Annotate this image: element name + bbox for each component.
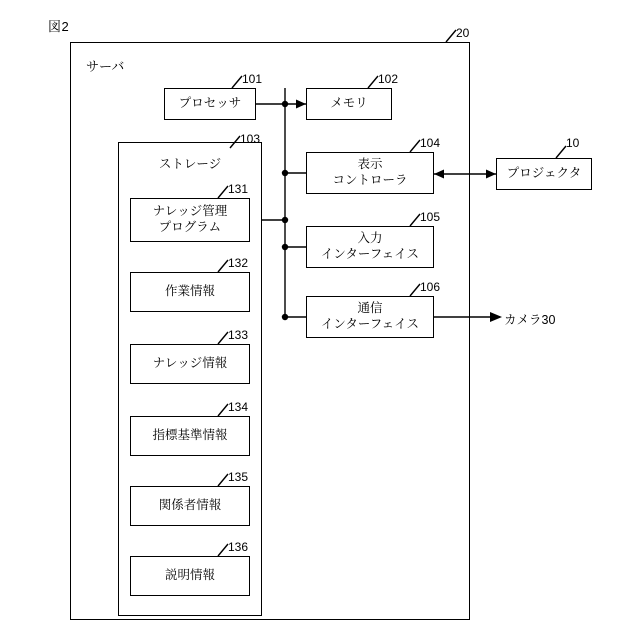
storage-label: ストレージ — [158, 157, 222, 171]
ref-136: 136 — [228, 540, 249, 554]
ref-106: 106 — [420, 280, 441, 294]
figure-number: 図2 — [48, 19, 70, 34]
block-processor[interactable] — [164, 88, 256, 120]
ref-134: 134 — [228, 400, 249, 414]
ref-101: 101 — [242, 72, 263, 86]
camera-label: カメラ30 — [504, 313, 556, 327]
block-stakeholder-info[interactable] — [130, 486, 250, 526]
block-input-interface-line2: インターフェイス — [320, 247, 420, 261]
ref-131: 131 — [228, 182, 249, 196]
block-input-interface-line1: 入力 — [357, 231, 383, 246]
ref-20: 20 — [456, 26, 470, 40]
block-knowledge-program-line2: プログラム — [158, 220, 222, 234]
block-input-interface[interactable] — [306, 226, 434, 268]
ref-102: 102 — [378, 72, 399, 86]
block-projector[interactable] — [496, 158, 592, 190]
block-stakeholder-info-label: 関係者情報 — [158, 498, 222, 513]
block-work-info[interactable] — [130, 272, 250, 312]
block-knowledge-info[interactable] — [130, 344, 250, 384]
block-knowledge-info-label: ナレッジ情報 — [152, 356, 228, 371]
block-index-standard-info[interactable] — [130, 416, 250, 456]
server-label: サーバ — [86, 59, 125, 74]
block-display-controller-line1: 表示 — [357, 157, 383, 172]
block-memory-label: メモリ — [330, 96, 368, 111]
ref-10: 10 — [566, 136, 580, 150]
block-comm-interface[interactable] — [306, 296, 434, 338]
ref-104: 104 — [420, 136, 441, 150]
ref-103: 103 — [240, 132, 261, 146]
block-knowledge-program[interactable] — [130, 198, 250, 242]
block-work-info-label: 作業情報 — [164, 284, 215, 299]
block-processor-label: プロセッサ — [178, 96, 242, 111]
block-index-standard-info-label: 指標基準情報 — [152, 428, 228, 443]
ref-132: 132 — [228, 256, 249, 270]
block-display-controller[interactable] — [306, 152, 434, 194]
block-comm-interface-line2: インターフェイス — [320, 317, 420, 331]
ref-105: 105 — [420, 210, 441, 224]
block-display-controller-line2: コントローラ — [332, 173, 408, 187]
block-description-info-label: 説明情報 — [164, 568, 215, 583]
block-description-info[interactable] — [130, 556, 250, 596]
block-projector-label: プロジェクタ — [506, 166, 582, 181]
block-knowledge-program-line1: ナレッジ管理 — [152, 204, 228, 219]
block-memory[interactable] — [306, 88, 392, 120]
block-comm-interface-line1: 通信 — [357, 301, 383, 316]
ref-133: 133 — [228, 328, 249, 342]
ref-135: 135 — [228, 470, 249, 484]
